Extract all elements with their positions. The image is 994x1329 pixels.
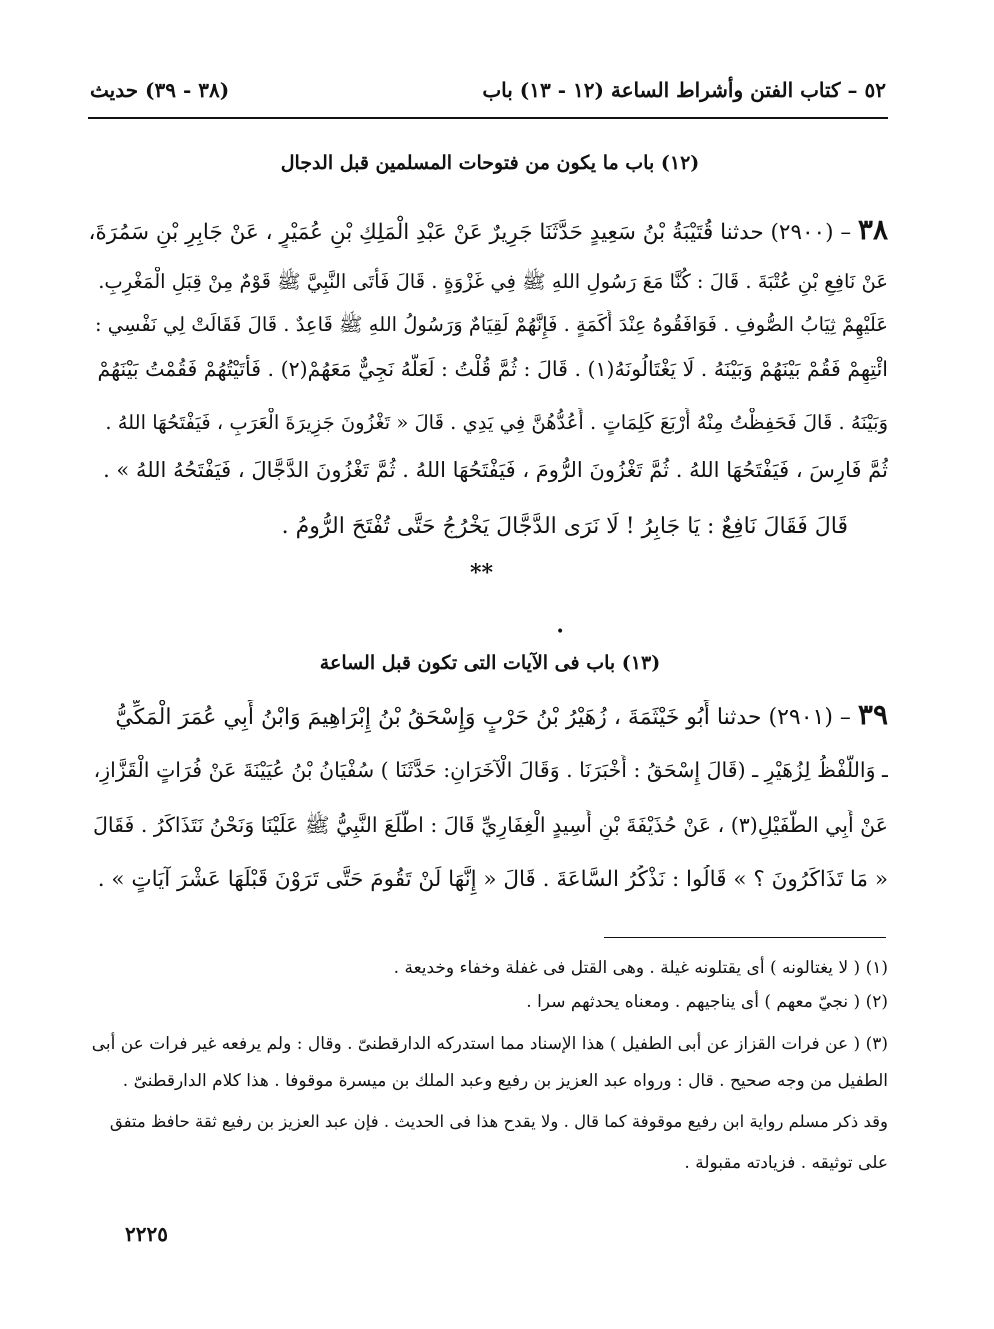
decorative-dot: • — [556, 624, 565, 640]
header-hadith-range: (٣٨ - ٣٩) حديث — [90, 78, 230, 102]
hadith-39-line-2: ـ وَاللَّفْظُ لِزُهَيْرٍ ـ (قَالَ إِسْحَقُ : أَخْبَرَنَا . وَقَالَ الْآخَرَانِ: حَدَّثَنَا ) سُفْيَانُ بْنُ عُيَيْنَةَ عَنْ فُرَاتٍ الْقَزَّازِ، — [93, 758, 888, 782]
hadith-38-line-5: وَبَيْنَهُ . قَالَ فَحَفِظْتُ مِنْهُ أَرْبَعَ كَلِمَاتٍ . أَعُدُّهُنَّ فِي يَدِي . قَالَ « تَغْزُونَ جَزِيرَةَ الْعَرَبِ ، فَيَفْتَحُهَا اللهُ . — [105, 411, 888, 434]
header-book-title: ٥٢ – كتاب الفتن وأشراط الساعة (١٢ - ١٣) باب — [482, 78, 886, 102]
running-header — [90, 72, 886, 108]
footnote-3-line-3: وقد ذكر مسلم رواية ابن رفيع موقوفة كما قال . ولا يقدح هذا فى الحديث . فإن عبد العزيز بن رفيع ثقة حافظ متفق — [109, 1112, 888, 1131]
page-number: ٢٢٢٥ — [125, 1222, 168, 1246]
hadith-38-line-2: عَنْ نَافِعِ بْنِ عُتْبَةَ . قَالَ : كُنَّا مَعَ رَسُولِ اللهِ ﷺ فِي غَزْوَةٍ . قَالَ فَأَتَى النَّبِيَّ ﷺ قَوْمٌ مِنْ قِبَلِ الْمَغْرِبِ. — [98, 270, 888, 293]
header-rule — [88, 117, 888, 119]
hadith-text: – (٢٩٠١) حدثنا أَبُو خَيْثَمَةَ ، زُهَيْرُ بْنُ حَرْبٍ وَإِسْحَقُ بْنُ إِبْرَاهِيمَ وَابْنُ أَبِي عُمَرَ الْمَكِّيُّ — [115, 705, 851, 730]
hadith-39-line-3: عَنْ أَبِي الطُّفَيْلِ(٣) ، عَنْ حُذَيْفَةَ بْنِ أَسِيدٍ الْغِفَارِيِّ قَالَ : اطَّلَعَ النَّبِيُّ ﷺ عَلَيْنَا وَنَحْنُ نَتَذَاكَرُ . فَقَالَ — [93, 813, 888, 837]
footnote-1: (١) ( لا يغتالونه ) أى يقتلونه غيلة . وهى القتل فى غفلة وخفاء وخديعة . — [393, 958, 888, 978]
hadith-38-line-1 — [88, 215, 888, 248]
footnote-3-line-1: (٣) ( عن فرات القزاز عن أبى الطفيل ) هذا الإسناد مما استدركه الدارقطنىّ . وقال : ولم يرفعه غير فرات عن أبى — [91, 1034, 888, 1054]
hadith-number: ٣٨ — [857, 215, 888, 246]
hadith-39-line-1 — [88, 700, 888, 733]
section-separator: ** — [470, 560, 494, 586]
chapter-title-13: (١٣) باب فى الآيات التى تكون قبل الساعة — [319, 652, 661, 674]
hadith-text: – (٢٩٠٠) حدثنا قُتَيْبَةُ بْنُ سَعِيدٍ حَدَّثَنَا جَرِيرٌ عَنْ عَبْدِ الْمَلِكِ بْنِ عُمَيْرٍ ، عَنْ جَابِرِ بْنِ سَمُرَةَ، — [88, 220, 852, 245]
footnote-3-line-2: الطفيل من وجه صحيح . قال : ورواه عبد العزيز بن رفيع وعبد الملك بن ميسرة موقوفا . هذا كلام الدارقطنىّ . — [122, 1071, 888, 1091]
footnote-rule — [604, 937, 886, 938]
hadith-number: ٣٩ — [857, 700, 888, 731]
footnote-3-line-4: على توثيقه . فزيادته مقبولة . — [684, 1153, 888, 1173]
footnote-2: (٢) ( نجيّ معهم ) أى يناجيهم . ومعناه يحدثهم سرا . — [526, 992, 888, 1012]
chapter-title-12: (١٢) باب ما يكون من فتوحات المسلمين قبل الدجال — [280, 152, 700, 174]
hadith-38-line-7: قَالَ فَقَالَ نَافِعٌ : يَا جَابِرُ ! لَا نَرَى الدَّجَّالَ يَخْرُجُ حَتَّى تُفْتَحَ الرُّومُ . — [281, 514, 848, 539]
hadith-39-line-4: « مَا تَذَاكَرُونَ ؟ » قَالُوا : نَذْكُرُ السَّاعَةَ . قَالَ « إِنَّهَا لَنْ تَقُومَ حَتَّى تَرَوْنَ قَبْلَهَا عَشْرَ آيَاتٍ » . — [97, 867, 888, 892]
hadith-38-line-4: ائْتِهِمْ فَقُمْ بَيْنَهُمْ وَبَيْنَهُ . لَا يَغْتَالُونَهُ(١) . قَالَ : ثُمَّ قُلْتُ : لَعَلَّهُ نَجِيٌّ مَعَهُمْ(٢) . فَأَتَيْتُهُمْ فَقُمْتُ بَيْنَهُمْ — [97, 357, 888, 381]
hadith-38-line-6: ثُمَّ فَارِسَ ، فَيَفْتَحُهَا اللهُ . ثُمَّ تَغْزُونَ الرُّومَ ، فَيَفْتَحُهَا اللهُ . ثُمَّ تَغْزُونَ الدَّجَّالَ ، فَيَفْتَحُهُ اللهُ » . — [103, 458, 888, 482]
hadith-38-line-3: عَلَيْهِمْ ثِيَابُ الصُّوفِ . فَوَافَقُوهُ عِنْدَ أَكَمَةٍ . فَإِنَّهُمْ لَقِيَامٌ وَرَسُولُ اللهِ ﷺ قَاعِدٌ . قَالَ فَقَالَتْ لِي نَفْسِي : — [94, 313, 888, 336]
